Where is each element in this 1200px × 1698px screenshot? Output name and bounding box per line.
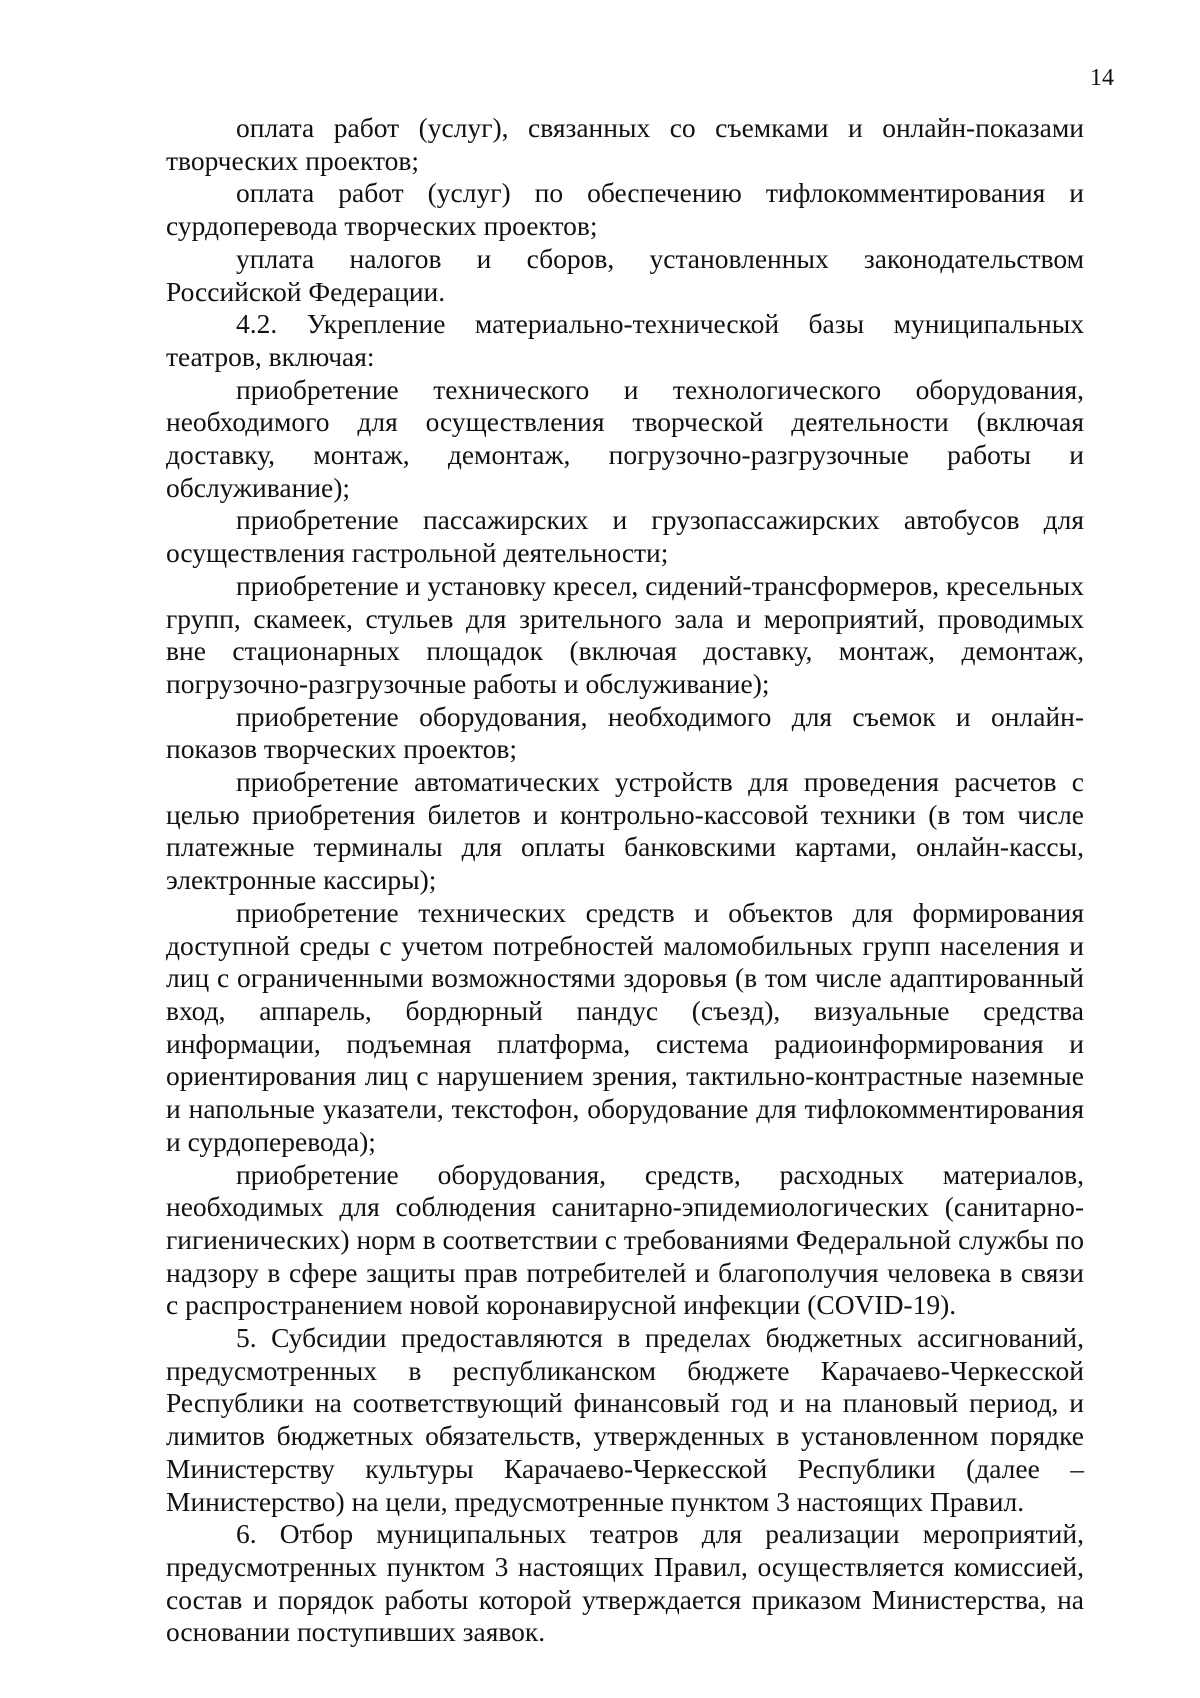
paragraph: приобретение автоматических устройств для проведения расчетов с целью приобретения билетов и контрольно-кассовой техники (в том числе платежные терминалы для оплаты банковскими картами, онлайн-кассы, электронные кассиры); xyxy=(166,766,1084,896)
paragraph: приобретение технического и технологического оборудования, необходимого для осуществления творческой деятельности (включая доставку, монтаж, демонтаж, погрузочно-разгрузочные работы и обслуживание); xyxy=(166,373,1084,503)
paragraph: приобретение и установку кресел, сидений-трансформеров, кресельных групп, скамеек, стульев для зрительного зала и мероприятий, проводимых вне стационарных площадок (включая доставку, монтаж, демонтаж, погрузочно-разгрузочные работы и обслуживание); xyxy=(166,569,1084,699)
paragraph: приобретение пассажирских и грузопассажирских автобусов для осуществления гастрольной деятельности; xyxy=(166,504,1084,569)
paragraph: уплата налогов и сборов, установленных законодательством Российской Федерации. xyxy=(166,242,1084,307)
document-body xyxy=(166,112,1084,1649)
paragraph: приобретение оборудования, необходимого для съемок и онлайн-показов творческих проектов; xyxy=(166,700,1084,765)
paragraph: 5. Субсидии предоставляются в пределах бюджетных ассигнований, предусмотренных в республиканском бюджете Карачаево-Черкесской Республики на соответствующий финансовый год и на плановый период, и лимитов бюджетных обязательств, утвержденных в установленном порядке Министерству культуры Карачаево-Черкесской Республики (далее – Министерство) на цели, предусмотренные пунктом 3 настоящих Правил. xyxy=(166,1322,1084,1517)
paragraph: 6. Отбор муниципальных театров для реализации мероприятий, предусмотренных пунктом 3 настоящих Правил, осуществляется комиссией, состав и порядок работы которой утверждается приказом Министерства, на основании поступивших заявок. xyxy=(166,1518,1084,1648)
paragraph: 4.2. Укрепление материально-технической базы муниципальных театров, включая: xyxy=(166,308,1084,372)
paragraph: оплата работ (услуг) по обеспечению тифлокомментирования и сурдоперевода творческих проектов; xyxy=(166,177,1084,242)
paragraph: оплата работ (услуг), связанных со съемками и онлайн-показами творческих проектов; xyxy=(166,112,1084,176)
page-number: 14 xyxy=(1090,65,1114,91)
paragraph: приобретение оборудования, средств, расходных материалов, необходимых для соблюдения санитарно-эпидемиологических (санитарно-гигиенических) норм в соответствии с требованиями Федеральной службы по надзору в сфере защиты прав потребителей и благополучия человека в связи с распространением новой коронавирусной инфекции (COVID-19). xyxy=(166,1158,1084,1321)
paragraph: приобретение технических средств и объектов для формирования доступной среды с учетом потребностей маломобильных групп населения и лиц с ограниченными возможностями здоровья (в том числе адаптированный вход, аппарель, бордюрный пандус (съезд), визуальные средства информации, подъемная платформа, система радиоинформирования и ориентирования лиц с нарушением зрения, тактильно-контрастные наземные и напольные указатели, текстофон, оборудование для тифлокомментирования и сурдоперевода); xyxy=(166,896,1084,1157)
